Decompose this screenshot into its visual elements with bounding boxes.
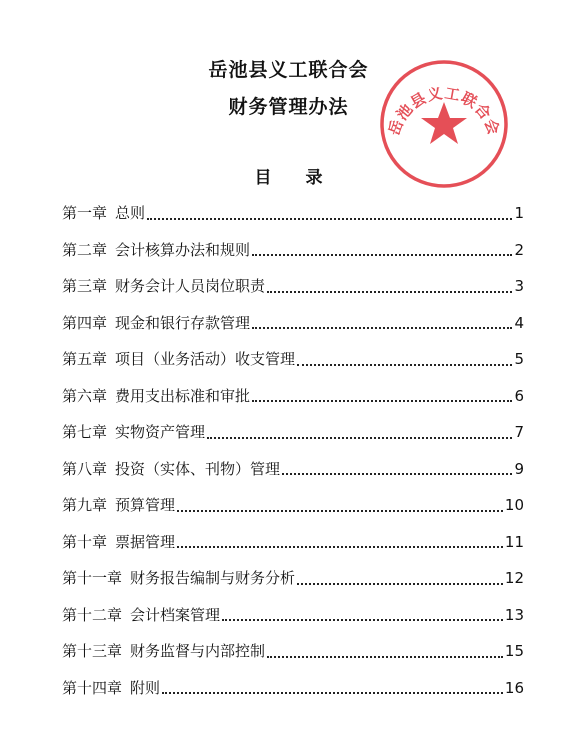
- toc-chapter-title: 财务会计人员岗位职责: [115, 277, 266, 295]
- toc-page-number: 12: [504, 569, 524, 587]
- toc-chapter-number: 第九章: [62, 496, 108, 514]
- toc-entry[interactable]: [62, 418, 524, 455]
- table-of-contents: [62, 199, 524, 710]
- toc-entry[interactable]: [62, 199, 524, 236]
- toc-chapter-title: 会计核算办法和规则: [115, 240, 251, 259]
- toc-dot-leader: [207, 436, 512, 439]
- toc-page-number: 5: [514, 350, 524, 368]
- toc-chapter-number: 第五章: [62, 350, 108, 368]
- toc-chapter-title: 项目（业务活动）收支管理: [115, 350, 296, 368]
- toc-entry[interactable]: [62, 309, 524, 346]
- toc-dot-leader: [297, 363, 512, 366]
- toc-chapter-title: 预算管理: [115, 496, 176, 514]
- toc-chapter-number: 第十四章: [62, 678, 123, 697]
- toc-page-number: 9: [514, 459, 524, 478]
- toc-entry[interactable]: [62, 272, 524, 309]
- toc-entry[interactable]: [62, 528, 524, 565]
- document-title: 岳池县义工联合会: [208, 59, 369, 81]
- toc-page-number: 2: [514, 240, 524, 259]
- toc-entry[interactable]: [62, 674, 524, 711]
- toc-chapter-number: 第四章: [62, 313, 108, 332]
- toc-chapter-number: 第七章: [62, 423, 108, 441]
- toc-dot-leader: [162, 691, 503, 694]
- toc-chapter-title: 附则: [130, 678, 161, 697]
- toc-chapter-number: 第八章: [62, 459, 108, 478]
- toc-page-number: 15: [504, 642, 524, 660]
- toc-page-number: 13: [504, 605, 524, 624]
- svg-text:岳池县义工联合会: 岳池县义工联合会: [384, 84, 504, 138]
- toc-chapter-number: 第十二章: [62, 605, 123, 624]
- toc-chapter-title: 现金和银行存款管理: [115, 313, 251, 332]
- toc-entry[interactable]: [62, 601, 524, 638]
- toc-page-number: 11: [504, 532, 524, 551]
- toc-chapter-title: 实物资产管理: [115, 423, 206, 441]
- toc-dot-leader: [177, 545, 503, 548]
- toc-dot-leader: [267, 655, 503, 658]
- toc-chapter-title: 投资（实体、刊物）管理: [115, 459, 281, 478]
- toc-dot-leader: [282, 472, 512, 475]
- toc-entry[interactable]: [62, 637, 524, 674]
- toc-page-number: 1: [514, 204, 524, 222]
- toc-chapter-title: 会计档案管理: [130, 605, 221, 624]
- toc-dot-leader: [147, 217, 512, 220]
- toc-page-number: 16: [504, 678, 524, 697]
- toc-chapter-number: 第十三章: [62, 642, 123, 660]
- toc-chapter-number: 第六章: [62, 386, 108, 405]
- toc-chapter-title: 票据管理: [115, 532, 176, 551]
- toc-chapter-number: 第三章: [62, 277, 108, 295]
- toc-chapter-title: 财务报告编制与财务分析: [130, 569, 296, 587]
- toc-dot-leader: [252, 399, 512, 402]
- toc-chapter-number: 第十章: [62, 532, 108, 551]
- toc-chapter-number: 第一章: [62, 204, 108, 222]
- toc-dot-leader: [252, 326, 512, 329]
- toc-page-number: 4: [514, 313, 524, 332]
- toc-entry[interactable]: [62, 455, 524, 492]
- toc-chapter-title: 总则: [115, 204, 146, 222]
- toc-entry[interactable]: [62, 382, 524, 419]
- toc-dot-leader: [177, 509, 503, 512]
- toc-chapter-title: 财务监督与内部控制: [130, 642, 266, 660]
- toc-dot-leader: [252, 253, 512, 256]
- toc-page-number: 10: [504, 496, 524, 514]
- toc-entry[interactable]: [62, 345, 524, 382]
- toc-chapter-number: 第二章: [62, 240, 108, 259]
- toc-dot-leader: [297, 582, 503, 585]
- toc-page-number: 3: [514, 277, 524, 295]
- toc-heading: 目 录: [254, 168, 337, 188]
- toc-page-number: 6: [514, 386, 524, 405]
- toc-chapter-number: 第十一章: [62, 569, 123, 587]
- toc-entry[interactable]: [62, 564, 524, 601]
- document-subtitle: 财务管理办法: [228, 96, 349, 118]
- toc-entry[interactable]: [62, 236, 524, 273]
- toc-entry[interactable]: [62, 491, 524, 528]
- toc-chapter-title: 费用支出标准和审批: [115, 386, 251, 405]
- toc-dot-leader: [222, 618, 503, 621]
- toc-page-number: 7: [514, 423, 524, 441]
- toc-dot-leader: [267, 290, 512, 293]
